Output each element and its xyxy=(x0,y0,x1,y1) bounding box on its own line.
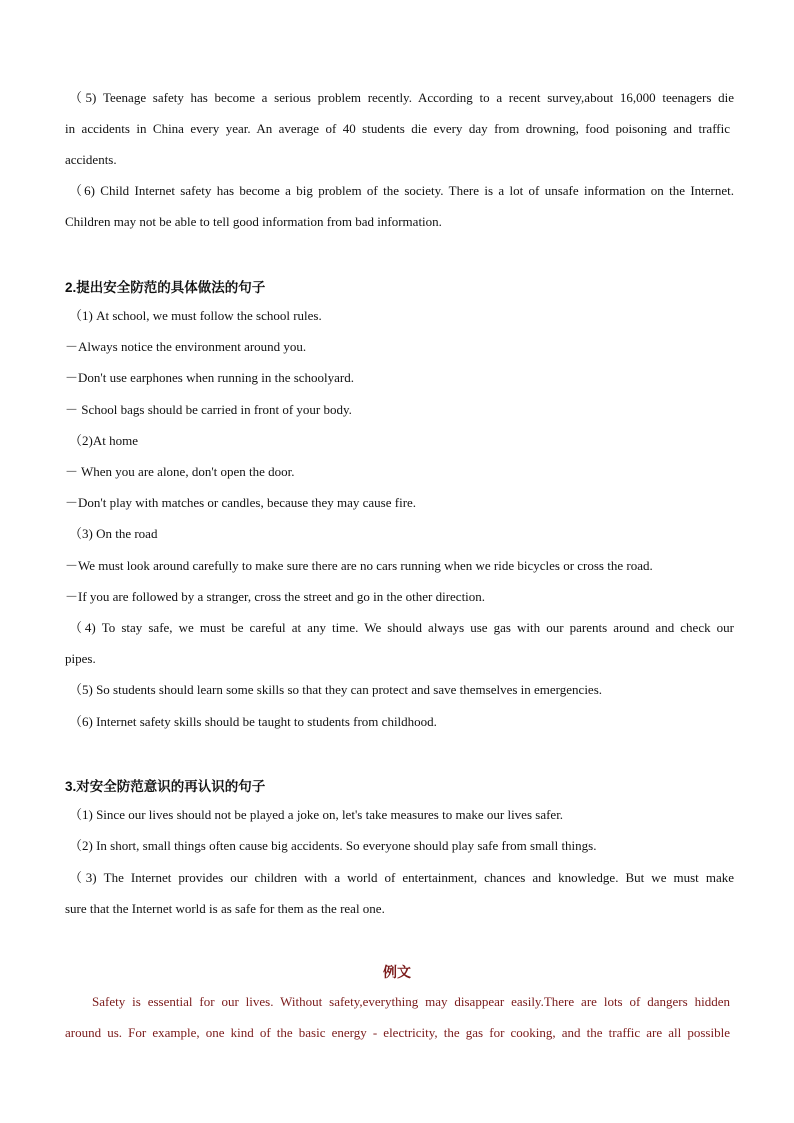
list-item: － When you are alone, don't open the door. xyxy=(65,464,295,479)
list-item: （2)At home xyxy=(69,433,138,448)
list-item: sure that the Internet world is as safe for them as the real one. xyxy=(65,901,385,916)
paragraph-line: （5) Teenage safety has become a serious problem recently. According to a recent survey,about 16,000 teenagers die xyxy=(69,90,734,105)
list-item: －If you are followed by a stranger, cross the street and go in the other direction. xyxy=(65,589,486,604)
essay-line: Safety is essential for our lives. Without safety,everything may disappear easily.There are lots of dangers hidden xyxy=(92,994,730,1009)
list-item: （2) In short, small things often cause big accidents. So everyone should play safe from small things. xyxy=(69,838,597,853)
list-item: －Don't play with matches or candles, because they may cause fire. xyxy=(65,495,417,510)
list-item: （3) The Internet provides our children with a world of entertainment, chances and knowledge. But we must make xyxy=(69,870,734,885)
essay-title: 例文 xyxy=(383,964,411,980)
section-heading: 2.提出安全防范的具体做法的句子 xyxy=(65,280,266,295)
section-heading: 3.对安全防范意识的再认识的句子 xyxy=(65,779,266,794)
list-item: （5) So students should learn some skills so that they can protect and save themselves in emergencies. xyxy=(69,682,603,697)
paragraph-line: Children may not be able to tell good information from bad information. xyxy=(65,214,442,229)
list-item: （4) To stay safe, we must be careful at any time. We should always use gas with our parents around and check our xyxy=(69,620,734,635)
paragraph-line: in accidents in China every year. An average of 40 students die every day from drowning, food poisoning and traffic xyxy=(65,121,730,136)
list-item: －Always notice the environment around you. xyxy=(65,339,307,354)
list-item: （6) Internet safety skills should be taught to students from childhood. xyxy=(69,714,437,729)
list-item: （3) On the road xyxy=(69,526,158,541)
list-item: pipes. xyxy=(65,651,96,666)
essay-line: around us. For example, one kind of the basic energy - electricity, the gas for cooking, and the traffic are all possible xyxy=(65,1025,730,1040)
list-item: － School bags should be carried in front of your body. xyxy=(65,402,352,417)
paragraph-line: accidents. xyxy=(65,152,117,167)
list-item: －We must look around carefully to make sure there are no cars running when we ride bicycles or cross the road. xyxy=(65,558,653,573)
paragraph-line: （6) Child Internet safety has become a big problem of the society. There is a lot of unsafe information on the Internet. xyxy=(69,183,734,198)
list-item: （1) Since our lives should not be played a joke on, let's take measures to make our lives safer. xyxy=(69,807,564,822)
list-item: －Don't use earphones when running in the schoolyard. xyxy=(65,370,355,385)
list-item: （1) At school, we must follow the school rules. xyxy=(69,308,322,323)
